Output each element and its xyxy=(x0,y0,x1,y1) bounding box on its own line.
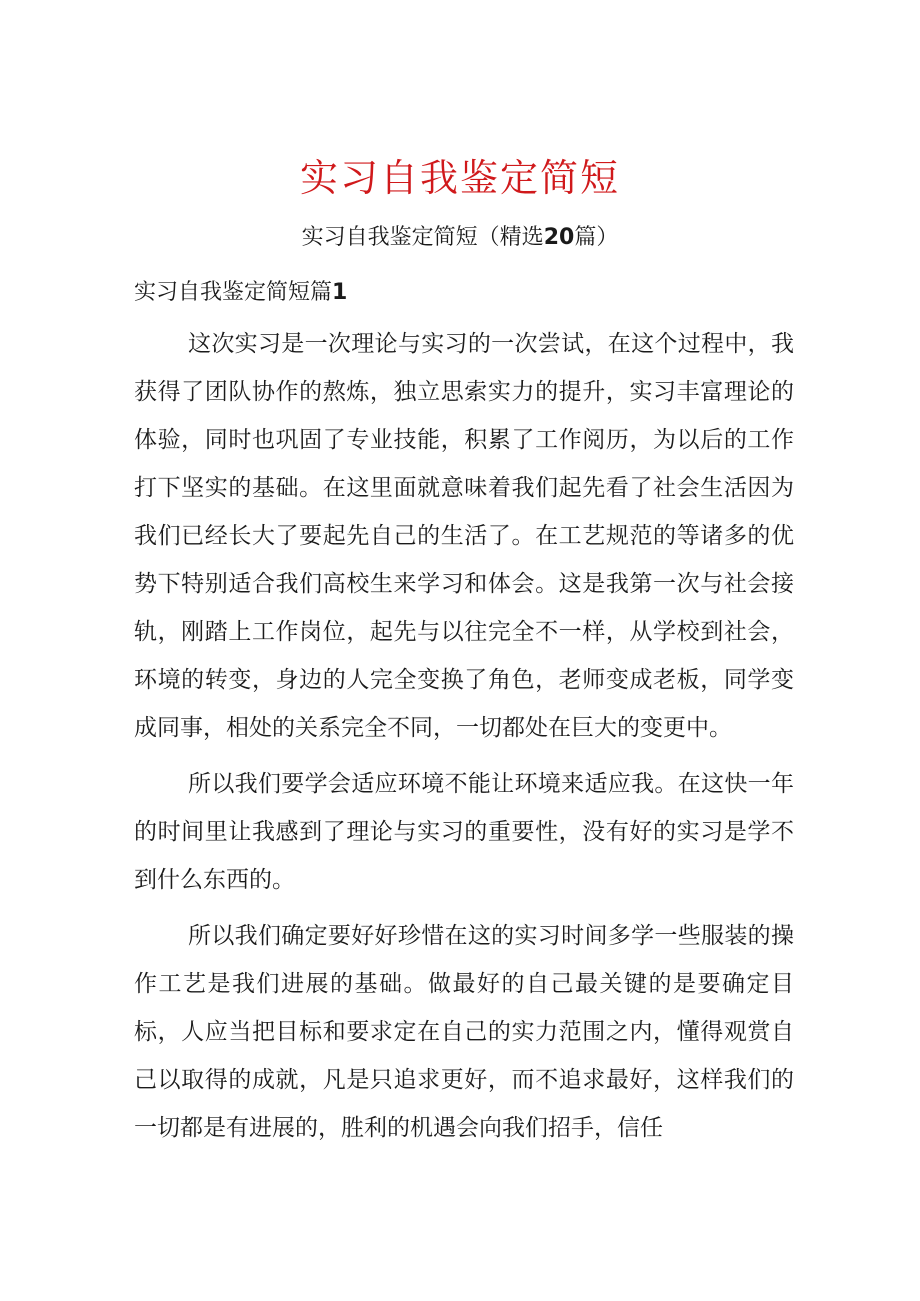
section-heading xyxy=(134,275,347,311)
paragraph-1: 这次实习是一次理论与实习的一次尝试，在这个过程中，我获得了团队协作的熬炼，独立思索实力的提升，实习丰富理论的体验，同时也巩固了专业技能，积累了工作阅历，为以后的工作打下坚实的基础。在这里面就意味着我们起先看了社会生活因为我们已经长大了要起先自己的生活了。在工艺规范的等诸多的优势下特别适合我们高校生来学习和体会。这是我第一次与社会接轨，刚踏上工作岗位，起先与以往完全不一样，从学校到社会，环境的转变，身边的人完全变换了角色，老师变成老板，同学变成同事，相处的关系完全不同，一切都处在巨大的变更中。 xyxy=(134,331,794,741)
subtitle-number: 20 xyxy=(543,225,575,250)
subtitle-prefix: 实习自我鉴定简短（精选 xyxy=(301,225,544,250)
paragraph-3: 所以我们确定要好好珍惜在这的实习时间多学一些服装的操作工艺是我们进展的基础。做最好的自己最关键的是要确定目标，人应当把目标和要求定在自己的实力范围之内，懂得观赏自己以取得的成就，凡是只追求更好，而不追求最好，这样我们的一切都是有进展的，胜利的机遇会向我们招手，信任 xyxy=(134,923,794,1141)
subtitle-suffix: 篇） xyxy=(574,225,619,250)
document-subtitle xyxy=(0,220,920,256)
document-title: 实习自我鉴定简短 xyxy=(299,156,620,200)
paragraph-2: 所以我们要学会适应环境不能让环境来适应我。在这快一年的时间里让我感到了理论与实习的重要性，没有好的实习是学不到什么东西的。 xyxy=(134,771,794,893)
section-heading-number: 1 xyxy=(332,280,348,305)
section-heading-text: 实习自我鉴定简短篇 xyxy=(134,280,333,305)
document-body xyxy=(134,320,794,1152)
